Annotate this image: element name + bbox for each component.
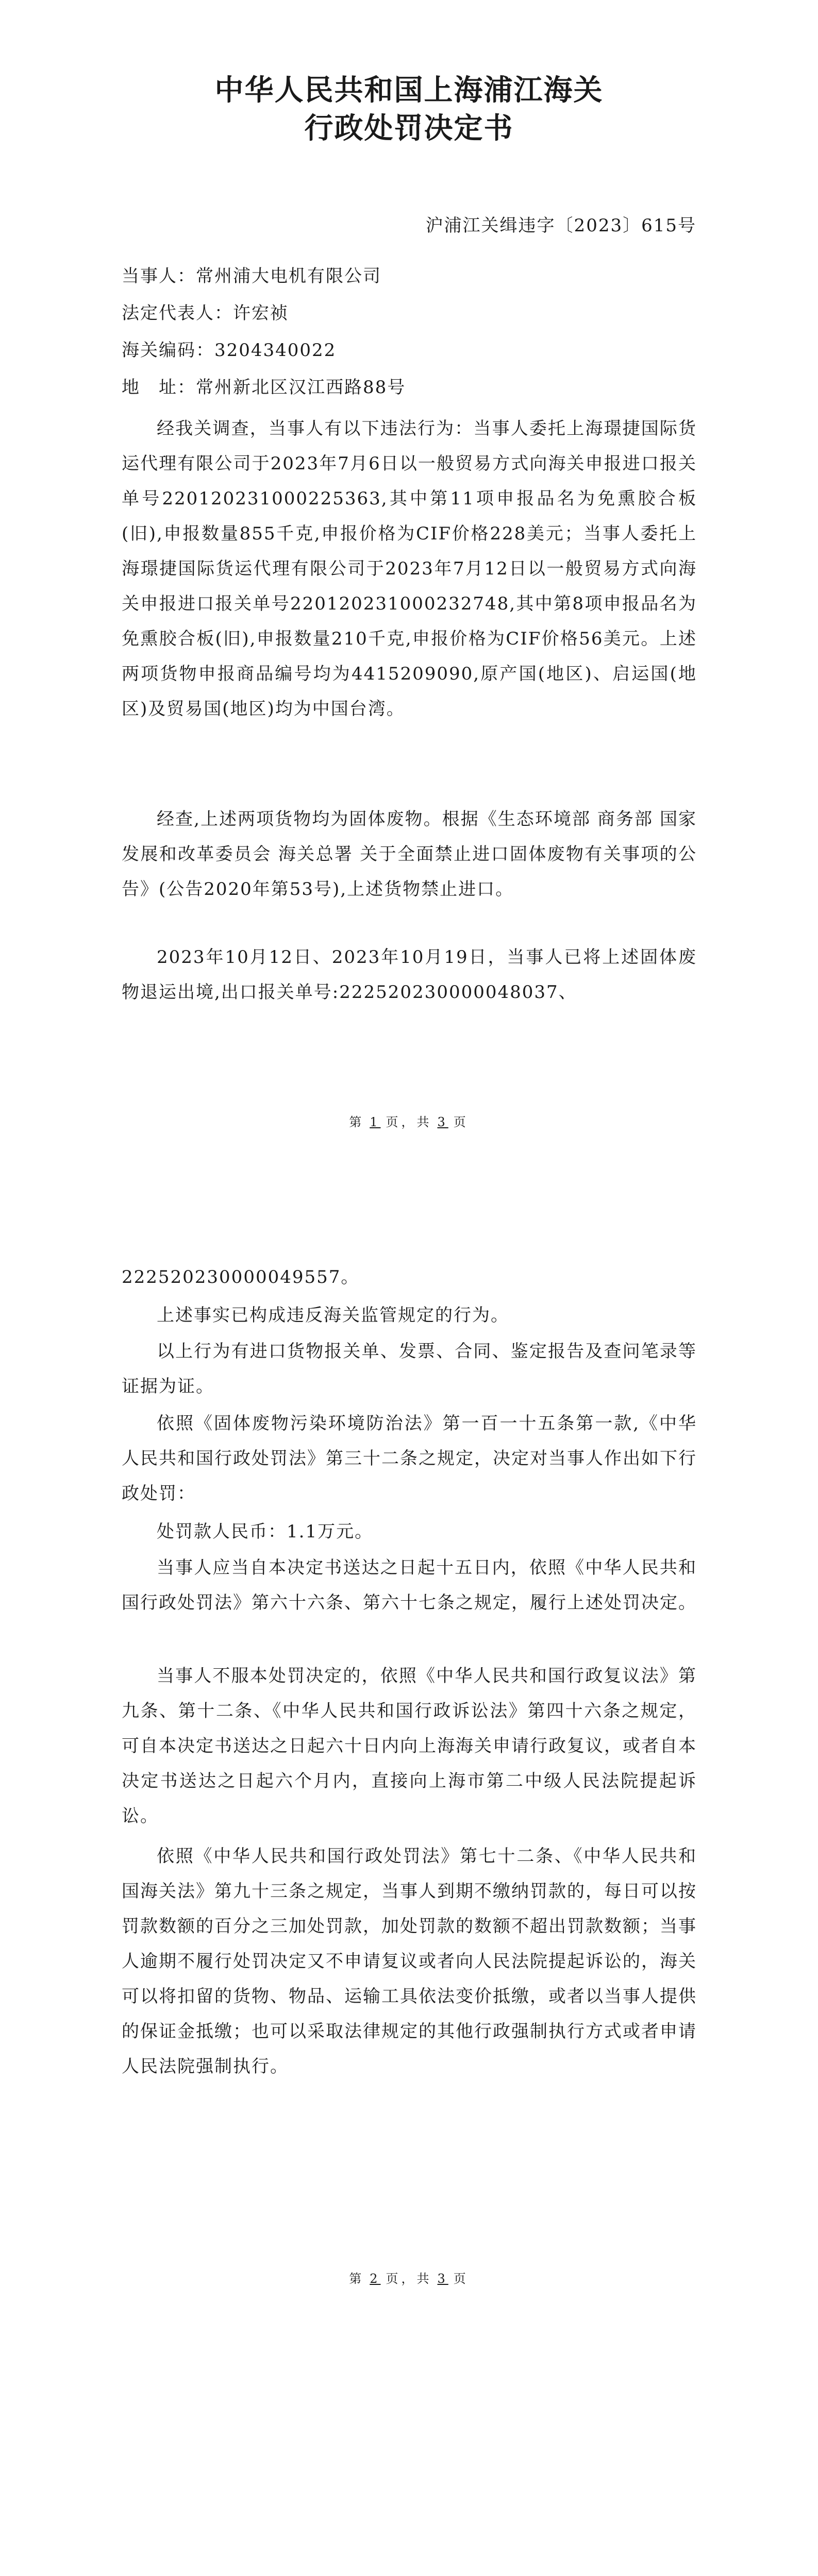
- legal-basis-paragraph: 依照《固体废物污染环境防治法》第一百一十五条第一款,《中华人民共和国行政处罚法》第三十二条之规定，决定对当事人作出如下行政处罚：: [122, 1413, 697, 1504]
- party-name-row: [122, 264, 381, 289]
- document-title-line2: 行政处罚决定书: [304, 112, 514, 145]
- legal-rep: 许宏祯: [233, 303, 289, 324]
- return-paragraph: 2023年10月12日、2023年10月19日，当事人已将上述固体废物退运出境,出口报关单号:222520230000048037、: [122, 947, 697, 1003]
- address-label: 地 址：: [122, 377, 196, 398]
- violation-paragraph: 经我关调查，当事人有以下违法行为：当事人委托上海璟捷国际货运代理有限公司于2023年7月6日以一般贸易方式向海关申报进口报关单号220120231000225363,其中第11项申报品名为免熏胶合板(旧),申报数量855千克,申报价格为CIF价格228美元；当事人委托上海璟捷国际货运代理有限公司于2023年7月12日以一般贸易方式向海关申报进口报关单号220120231000232748,其中第8项申报品名为免熏胶合板(旧),申报数量210千克,申报价格为CIF价格56美元。上述两项货物申报商品编号均为4415209090,原产国(地区)、启运国(地区)及贸易国(地区)均为中国台湾。: [122, 418, 697, 719]
- page-total: 3: [437, 1115, 448, 1129]
- document-number: 沪浦江关缉违字〔2023〕615号: [425, 215, 696, 236]
- export-declaration-continued: 222520230000049557。: [122, 1267, 360, 1287]
- customs-code: 3204340022: [214, 340, 337, 361]
- page-number: 1: [370, 1115, 381, 1129]
- page-footer-2: 第 2 页，共 3 页: [349, 2272, 469, 2286]
- party-name-label: 当事人：: [122, 266, 196, 286]
- legal-rep-row: [122, 301, 289, 326]
- enforcement-paragraph: 依照《中华人民共和国行政处罚法》第七十二条、《中华人民共和国海关法》第九十三条之规定，当事人到期不缴纳罚款的，每日可以按罚款数额的百分之三加处罚款，加处罚款的数额不超出罚款数额；当事人逾期不履行处罚决定又不申请复议或者向人民法院提起诉讼的，海关可以将扣留的货物、物品、运输工具依法变价抵缴，或者以当事人提供的保证金抵缴；也可以采取法律规定的其他行政强制执行方式或者申请人民法院强制执行。: [122, 1846, 697, 2077]
- party-name: 常州浦大电机有限公司: [196, 266, 381, 286]
- document-page-3: [0, 2313, 818, 2576]
- finding-paragraph: 经查,上述两项货物均为固体废物。根据《生态环境部 商务部 国家发展和改革委员会 海关总署 关于全面禁止进口固体废物有关事项的公告》(公告2020年第53号),上述货物禁止进口。: [122, 809, 697, 900]
- customs-code-row: [122, 338, 336, 363]
- customs-code-label: 海关编码：: [122, 340, 214, 361]
- payment-deadline-paragraph: 当事人应当自本决定书送达之日起十五日内，依照《中华人民共和国行政处罚法》第六十六条、第六十七条之规定，履行上述处罚决定。: [122, 1557, 697, 1613]
- document-title-line1: 中华人民共和国上海浦江海关: [214, 74, 604, 107]
- penalty-paragraph: 处罚款人民币：1.1万元。: [157, 1521, 374, 1542]
- address-row: [122, 375, 406, 400]
- conclusion-paragraph: 上述事实已构成违反海关监管规定的行为。: [157, 1305, 509, 1326]
- document-page-2: [0, 1157, 818, 2313]
- document-page-1: [0, 0, 818, 1157]
- page-total: 3: [437, 2272, 448, 2286]
- address: 常州新北区汉江西路88号: [196, 377, 406, 398]
- page-footer-1: 第 1 页，共 3 页: [349, 1115, 469, 1129]
- appeal-rights-paragraph: 当事人不服本处罚决定的，依照《中华人民共和国行政复议法》第九条、第十二条、《中华人民共和国行政诉讼法》第四十六条之规定，可自本决定书送达之日起六十日内向上海海关申请行政复议，或者自本决定书送达之日起六个月内，直接向上海市第二中级人民法院提起诉讼。: [122, 1666, 697, 1826]
- evidence-paragraph: 以上行为有进口货物报关单、发票、合同、鉴定报告及查问笔录等证据为证。: [122, 1341, 697, 1397]
- page-number: 2: [370, 2272, 381, 2286]
- legal-rep-label: 法定代表人：: [122, 303, 233, 324]
